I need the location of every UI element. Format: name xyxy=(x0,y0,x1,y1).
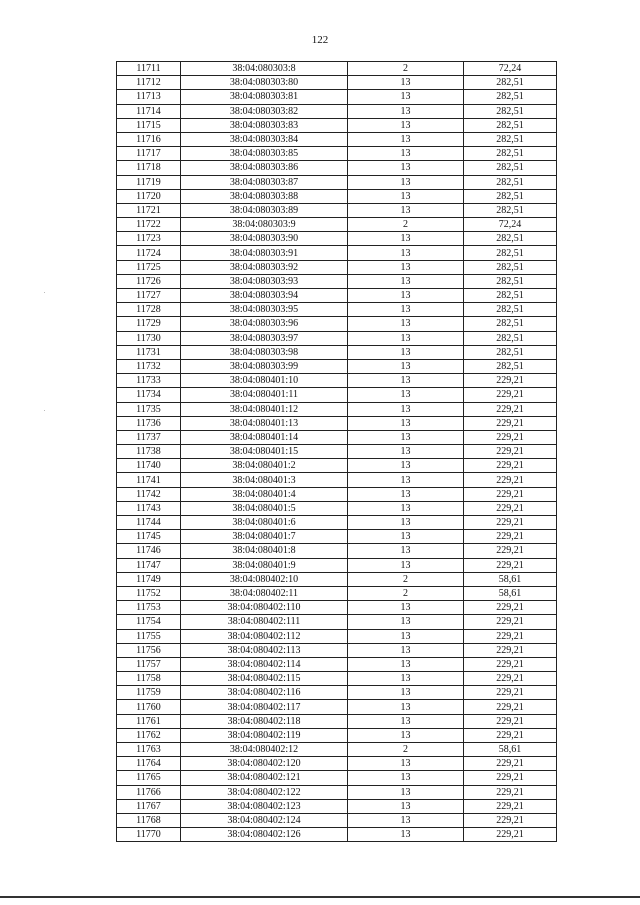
row-number-cell: 11741 xyxy=(117,473,181,487)
row-number-cell: 11754 xyxy=(117,615,181,629)
code-cell: 13 xyxy=(348,728,464,742)
amount-cell: 282,51 xyxy=(464,175,557,189)
code-cell: 13 xyxy=(348,544,464,558)
row-number-cell: 11732 xyxy=(117,359,181,373)
code-cell: 13 xyxy=(348,189,464,203)
amount-cell: 229,21 xyxy=(464,544,557,558)
cadastral-number-cell: 38:04:080402:124 xyxy=(181,813,348,827)
row-number-cell: 11734 xyxy=(117,388,181,402)
table-row xyxy=(117,359,557,373)
amount-cell: 229,21 xyxy=(464,672,557,686)
cadastral-number-cell: 38:04:080303:88 xyxy=(181,189,348,203)
row-number-cell: 11718 xyxy=(117,161,181,175)
table-row xyxy=(117,445,557,459)
code-cell: 13 xyxy=(348,757,464,771)
cadastral-number-cell: 38:04:080401:11 xyxy=(181,388,348,402)
code-cell: 13 xyxy=(348,175,464,189)
cadastral-number-cell: 38:04:080402:117 xyxy=(181,700,348,714)
cadastral-number-cell: 38:04:080401:8 xyxy=(181,544,348,558)
code-cell: 13 xyxy=(348,203,464,217)
row-number-cell: 11747 xyxy=(117,558,181,572)
amount-cell: 282,51 xyxy=(464,118,557,132)
table-row xyxy=(117,246,557,260)
amount-cell: 282,51 xyxy=(464,203,557,217)
amount-cell: 282,51 xyxy=(464,289,557,303)
table-row xyxy=(117,402,557,416)
table-row xyxy=(117,516,557,530)
cadastral-number-cell: 38:04:080303:85 xyxy=(181,147,348,161)
code-cell: 13 xyxy=(348,657,464,671)
table-row xyxy=(117,274,557,288)
code-cell: 2 xyxy=(348,572,464,586)
amount-cell: 229,21 xyxy=(464,473,557,487)
code-cell: 13 xyxy=(348,147,464,161)
table-row xyxy=(117,757,557,771)
code-cell: 13 xyxy=(348,402,464,416)
amount-cell: 282,51 xyxy=(464,359,557,373)
table-row xyxy=(117,303,557,317)
code-cell: 13 xyxy=(348,317,464,331)
row-number-cell: 11768 xyxy=(117,813,181,827)
row-number-cell: 11715 xyxy=(117,118,181,132)
cadastral-number-cell: 38:04:080303:80 xyxy=(181,76,348,90)
registry-table xyxy=(116,61,557,842)
table-row xyxy=(117,90,557,104)
table-row xyxy=(117,558,557,572)
cadastral-number-cell: 38:04:080402:113 xyxy=(181,643,348,657)
code-cell: 2 xyxy=(348,218,464,232)
amount-cell: 72,24 xyxy=(464,62,557,76)
amount-cell: 282,51 xyxy=(464,232,557,246)
amount-cell: 282,51 xyxy=(464,303,557,317)
cadastral-number-cell: 38:04:080303:81 xyxy=(181,90,348,104)
row-number-cell: 11716 xyxy=(117,132,181,146)
amount-cell: 72,24 xyxy=(464,218,557,232)
table-row xyxy=(117,473,557,487)
amount-cell: 282,51 xyxy=(464,331,557,345)
amount-cell: 229,21 xyxy=(464,487,557,501)
table-row xyxy=(117,289,557,303)
amount-cell: 282,51 xyxy=(464,274,557,288)
cadastral-number-cell: 38:04:080303:84 xyxy=(181,132,348,146)
code-cell: 13 xyxy=(348,303,464,317)
amount-cell: 229,21 xyxy=(464,416,557,430)
table-row xyxy=(117,544,557,558)
amount-cell: 229,21 xyxy=(464,530,557,544)
cadastral-number-cell: 38:04:080402:12 xyxy=(181,743,348,757)
table-row xyxy=(117,487,557,501)
cadastral-number-cell: 38:04:080401:13 xyxy=(181,416,348,430)
code-cell: 13 xyxy=(348,445,464,459)
row-number-cell: 11714 xyxy=(117,104,181,118)
row-number-cell: 11711 xyxy=(117,62,181,76)
table-row xyxy=(117,189,557,203)
amount-cell: 282,51 xyxy=(464,132,557,146)
code-cell: 13 xyxy=(348,828,464,842)
table-row xyxy=(117,345,557,359)
cadastral-number-cell: 38:04:080402:123 xyxy=(181,799,348,813)
table-row xyxy=(117,700,557,714)
row-number-cell: 11731 xyxy=(117,345,181,359)
amount-cell: 229,21 xyxy=(464,629,557,643)
amount-cell: 58,61 xyxy=(464,572,557,586)
cadastral-number-cell: 38:04:080303:89 xyxy=(181,203,348,217)
row-number-cell: 11720 xyxy=(117,189,181,203)
code-cell: 13 xyxy=(348,430,464,444)
cadastral-number-cell: 38:04:080401:5 xyxy=(181,501,348,515)
row-number-cell: 11738 xyxy=(117,445,181,459)
amount-cell: 229,21 xyxy=(464,388,557,402)
table-row xyxy=(117,203,557,217)
cadastral-number-cell: 38:04:080401:4 xyxy=(181,487,348,501)
cadastral-number-cell: 38:04:080402:11 xyxy=(181,586,348,600)
code-cell: 13 xyxy=(348,785,464,799)
code-cell: 13 xyxy=(348,700,464,714)
cadastral-number-cell: 38:04:080401:15 xyxy=(181,445,348,459)
table-row xyxy=(117,374,557,388)
table-row xyxy=(117,147,557,161)
cadastral-number-cell: 38:04:080303:92 xyxy=(181,260,348,274)
table-row xyxy=(117,331,557,345)
row-number-cell: 11756 xyxy=(117,643,181,657)
table-row xyxy=(117,430,557,444)
row-number-cell: 11766 xyxy=(117,785,181,799)
row-number-cell: 11759 xyxy=(117,686,181,700)
amount-cell: 229,21 xyxy=(464,402,557,416)
code-cell: 13 xyxy=(348,118,464,132)
amount-cell: 282,51 xyxy=(464,345,557,359)
cadastral-number-cell: 38:04:080402:122 xyxy=(181,785,348,799)
row-number-cell: 11730 xyxy=(117,331,181,345)
cadastral-number-cell: 38:04:080402:120 xyxy=(181,757,348,771)
cadastral-number-cell: 38:04:080401:2 xyxy=(181,459,348,473)
code-cell: 13 xyxy=(348,359,464,373)
table-row xyxy=(117,530,557,544)
row-number-cell: 11735 xyxy=(117,402,181,416)
cadastral-number-cell: 38:04:080303:98 xyxy=(181,345,348,359)
amount-cell: 229,21 xyxy=(464,445,557,459)
cadastral-number-cell: 38:04:080303:91 xyxy=(181,246,348,260)
amount-cell: 229,21 xyxy=(464,813,557,827)
table-row xyxy=(117,388,557,402)
code-cell: 13 xyxy=(348,274,464,288)
code-cell: 13 xyxy=(348,615,464,629)
cadastral-number-cell: 38:04:080303:95 xyxy=(181,303,348,317)
row-number-cell: 11721 xyxy=(117,203,181,217)
cadastral-number-cell: 38:04:080401:9 xyxy=(181,558,348,572)
cadastral-number-cell: 38:04:080303:87 xyxy=(181,175,348,189)
amount-cell: 282,51 xyxy=(464,246,557,260)
amount-cell: 58,61 xyxy=(464,586,557,600)
scan-speck xyxy=(44,410,45,411)
code-cell: 13 xyxy=(348,672,464,686)
code-cell: 13 xyxy=(348,501,464,515)
code-cell: 13 xyxy=(348,246,464,260)
table-row xyxy=(117,76,557,90)
amount-cell: 282,51 xyxy=(464,189,557,203)
amount-cell: 282,51 xyxy=(464,317,557,331)
cadastral-number-cell: 38:04:080303:82 xyxy=(181,104,348,118)
code-cell: 13 xyxy=(348,714,464,728)
amount-cell: 282,51 xyxy=(464,104,557,118)
row-number-cell: 11757 xyxy=(117,657,181,671)
table-row xyxy=(117,62,557,76)
cadastral-number-cell: 38:04:080401:12 xyxy=(181,402,348,416)
table-row xyxy=(117,161,557,175)
code-cell: 13 xyxy=(348,459,464,473)
table-row xyxy=(117,828,557,842)
code-cell: 2 xyxy=(348,62,464,76)
amount-cell: 229,21 xyxy=(464,430,557,444)
code-cell: 13 xyxy=(348,388,464,402)
code-cell: 13 xyxy=(348,629,464,643)
code-cell: 13 xyxy=(348,516,464,530)
amount-cell: 229,21 xyxy=(464,700,557,714)
registry-table-body xyxy=(117,62,557,842)
row-number-cell: 11719 xyxy=(117,175,181,189)
table-row xyxy=(117,416,557,430)
table-row xyxy=(117,728,557,742)
row-number-cell: 11758 xyxy=(117,672,181,686)
table-row xyxy=(117,714,557,728)
table-row xyxy=(117,743,557,757)
cadastral-number-cell: 38:04:080303:83 xyxy=(181,118,348,132)
code-cell: 13 xyxy=(348,260,464,274)
amount-cell: 229,21 xyxy=(464,771,557,785)
row-number-cell: 11765 xyxy=(117,771,181,785)
code-cell: 13 xyxy=(348,289,464,303)
amount-cell: 229,21 xyxy=(464,501,557,515)
table-row xyxy=(117,813,557,827)
amount-cell: 229,21 xyxy=(464,558,557,572)
table-row xyxy=(117,501,557,515)
table-row xyxy=(117,586,557,600)
cadastral-number-cell: 38:04:080303:86 xyxy=(181,161,348,175)
cadastral-number-cell: 38:04:080402:119 xyxy=(181,728,348,742)
cadastral-number-cell: 38:04:080401:7 xyxy=(181,530,348,544)
cadastral-number-cell: 38:04:080402:121 xyxy=(181,771,348,785)
row-number-cell: 11742 xyxy=(117,487,181,501)
amount-cell: 229,21 xyxy=(464,686,557,700)
code-cell: 13 xyxy=(348,558,464,572)
code-cell: 13 xyxy=(348,530,464,544)
page-number: 122 xyxy=(311,34,329,46)
cadastral-number-cell: 38:04:080401:10 xyxy=(181,374,348,388)
code-cell: 13 xyxy=(348,771,464,785)
cadastral-number-cell: 38:04:080401:14 xyxy=(181,430,348,444)
row-number-cell: 11725 xyxy=(117,260,181,274)
cadastral-number-cell: 38:04:080402:110 xyxy=(181,601,348,615)
table-row xyxy=(117,799,557,813)
code-cell: 13 xyxy=(348,813,464,827)
amount-cell: 229,21 xyxy=(464,516,557,530)
code-cell: 13 xyxy=(348,76,464,90)
code-cell: 2 xyxy=(348,586,464,600)
row-number-cell: 11736 xyxy=(117,416,181,430)
amount-cell: 229,21 xyxy=(464,714,557,728)
row-number-cell: 11729 xyxy=(117,317,181,331)
table-row xyxy=(117,260,557,274)
row-number-cell: 11740 xyxy=(117,459,181,473)
amount-cell: 229,21 xyxy=(464,459,557,473)
row-number-cell: 11761 xyxy=(117,714,181,728)
table-row xyxy=(117,686,557,700)
row-number-cell: 11745 xyxy=(117,530,181,544)
cadastral-number-cell: 38:04:080303:97 xyxy=(181,331,348,345)
row-number-cell: 11755 xyxy=(117,629,181,643)
row-number-cell: 11726 xyxy=(117,274,181,288)
cadastral-number-cell: 38:04:080303:93 xyxy=(181,274,348,288)
table-row xyxy=(117,459,557,473)
code-cell: 13 xyxy=(348,686,464,700)
amount-cell: 229,21 xyxy=(464,643,557,657)
table-row xyxy=(117,771,557,785)
row-number-cell: 11760 xyxy=(117,700,181,714)
table-row xyxy=(117,218,557,232)
code-cell: 13 xyxy=(348,331,464,345)
code-cell: 13 xyxy=(348,473,464,487)
scan-speck xyxy=(44,292,45,293)
amount-cell: 58,61 xyxy=(464,743,557,757)
table-row xyxy=(117,175,557,189)
cadastral-number-cell: 38:04:080303:94 xyxy=(181,289,348,303)
amount-cell: 229,21 xyxy=(464,615,557,629)
table-row xyxy=(117,317,557,331)
table-row xyxy=(117,232,557,246)
table-row xyxy=(117,615,557,629)
cadastral-number-cell: 38:04:080402:112 xyxy=(181,629,348,643)
amount-cell: 282,51 xyxy=(464,90,557,104)
cadastral-number-cell: 38:04:080303:99 xyxy=(181,359,348,373)
amount-cell: 229,21 xyxy=(464,728,557,742)
table-row xyxy=(117,785,557,799)
cadastral-number-cell: 38:04:080401:3 xyxy=(181,473,348,487)
cadastral-number-cell: 38:04:080402:118 xyxy=(181,714,348,728)
row-number-cell: 11722 xyxy=(117,218,181,232)
code-cell: 13 xyxy=(348,487,464,501)
amount-cell: 229,21 xyxy=(464,374,557,388)
row-number-cell: 11717 xyxy=(117,147,181,161)
row-number-cell: 11723 xyxy=(117,232,181,246)
cadastral-number-cell: 38:04:080402:111 xyxy=(181,615,348,629)
cadastral-number-cell: 38:04:080303:96 xyxy=(181,317,348,331)
amount-cell: 282,51 xyxy=(464,260,557,274)
page-bottom-edge xyxy=(0,896,640,898)
amount-cell: 229,21 xyxy=(464,657,557,671)
row-number-cell: 11743 xyxy=(117,501,181,515)
amount-cell: 282,51 xyxy=(464,76,557,90)
row-number-cell: 11728 xyxy=(117,303,181,317)
code-cell: 13 xyxy=(348,416,464,430)
amount-cell: 229,21 xyxy=(464,799,557,813)
row-number-cell: 11746 xyxy=(117,544,181,558)
row-number-cell: 11713 xyxy=(117,90,181,104)
amount-cell: 282,51 xyxy=(464,161,557,175)
code-cell: 13 xyxy=(348,345,464,359)
code-cell: 13 xyxy=(348,132,464,146)
row-number-cell: 11767 xyxy=(117,799,181,813)
code-cell: 13 xyxy=(348,643,464,657)
table-row xyxy=(117,629,557,643)
table-row xyxy=(117,132,557,146)
amount-cell: 229,21 xyxy=(464,757,557,771)
row-number-cell: 11763 xyxy=(117,743,181,757)
amount-cell: 229,21 xyxy=(464,785,557,799)
row-number-cell: 11744 xyxy=(117,516,181,530)
code-cell: 13 xyxy=(348,232,464,246)
row-number-cell: 11727 xyxy=(117,289,181,303)
table-row xyxy=(117,572,557,586)
row-number-cell: 11770 xyxy=(117,828,181,842)
code-cell: 13 xyxy=(348,799,464,813)
code-cell: 13 xyxy=(348,90,464,104)
cadastral-number-cell: 38:04:080402:116 xyxy=(181,686,348,700)
table-row xyxy=(117,118,557,132)
code-cell: 13 xyxy=(348,104,464,118)
row-number-cell: 11724 xyxy=(117,246,181,260)
code-cell: 13 xyxy=(348,374,464,388)
table-row xyxy=(117,601,557,615)
cadastral-number-cell: 38:04:080402:10 xyxy=(181,572,348,586)
row-number-cell: 11752 xyxy=(117,586,181,600)
row-number-cell: 11753 xyxy=(117,601,181,615)
cadastral-number-cell: 38:04:080401:6 xyxy=(181,516,348,530)
row-number-cell: 11762 xyxy=(117,728,181,742)
code-cell: 2 xyxy=(348,743,464,757)
table-row xyxy=(117,643,557,657)
code-cell: 13 xyxy=(348,601,464,615)
cadastral-number-cell: 38:04:080303:90 xyxy=(181,232,348,246)
cadastral-number-cell: 38:04:080402:115 xyxy=(181,672,348,686)
amount-cell: 282,51 xyxy=(464,147,557,161)
table-row xyxy=(117,657,557,671)
table-row xyxy=(117,104,557,118)
row-number-cell: 11712 xyxy=(117,76,181,90)
amount-cell: 229,21 xyxy=(464,601,557,615)
cadastral-number-cell: 38:04:080303:8 xyxy=(181,62,348,76)
row-number-cell: 11737 xyxy=(117,430,181,444)
row-number-cell: 11764 xyxy=(117,757,181,771)
row-number-cell: 11749 xyxy=(117,572,181,586)
cadastral-number-cell: 38:04:080303:9 xyxy=(181,218,348,232)
cadastral-number-cell: 38:04:080402:114 xyxy=(181,657,348,671)
table-row xyxy=(117,672,557,686)
amount-cell: 229,21 xyxy=(464,828,557,842)
cadastral-number-cell: 38:04:080402:126 xyxy=(181,828,348,842)
row-number-cell: 11733 xyxy=(117,374,181,388)
code-cell: 13 xyxy=(348,161,464,175)
